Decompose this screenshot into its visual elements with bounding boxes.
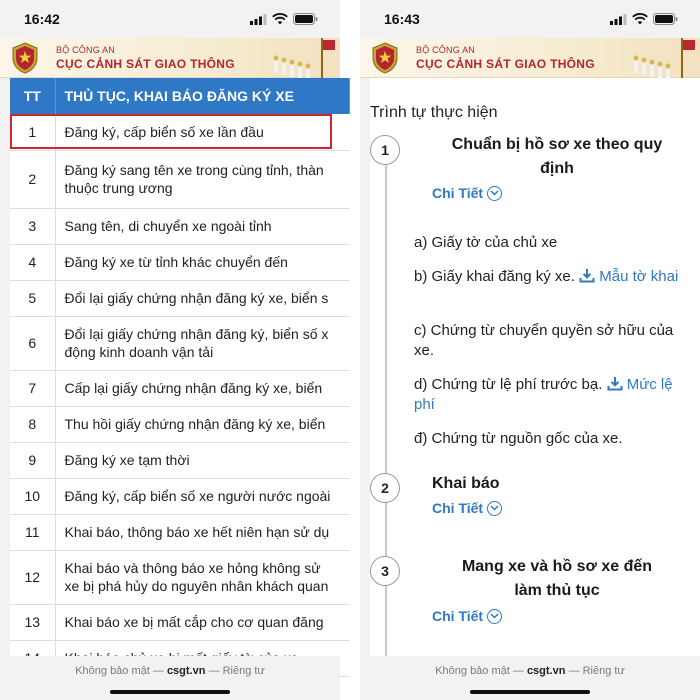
row-procedure-link[interactable]: Đăng ký, cấp biển số xe lần đầu: [55, 114, 350, 150]
step-title-3-line2: làm thủ tục: [514, 582, 600, 599]
police-emblem-icon: [372, 42, 398, 74]
row-text-line1: Khai báo và thông báo xe hỏng không sử: [64, 560, 321, 576]
step-title-2-line1: Khai báo: [432, 475, 500, 492]
table-row[interactable]: [10, 514, 350, 550]
chevron-down-icon: [487, 501, 502, 516]
chevron-down-icon: [487, 609, 502, 624]
table-row[interactable]: [10, 280, 350, 316]
chevron-down-icon: [487, 186, 502, 201]
row-procedure-link[interactable]: [55, 550, 350, 604]
step-title-1-line1: Chuẩn bị hồ sơ xe theo quy: [451, 136, 663, 153]
requirement-item-c: c) Chứng từ chuyển quyền sở hữu của xe.: [414, 322, 674, 359]
procedure-table: [10, 78, 340, 656]
row-procedure-link[interactable]: Đổi lại giấy chứng nhận đăng ký xe, biển s: [55, 280, 350, 316]
table-row[interactable]: [10, 406, 350, 442]
domain-text: csgt.vn: [526, 665, 566, 677]
row-procedure-link[interactable]: Đăng ký xe từ tỉnh khác chuyển đến: [55, 244, 350, 280]
row-number: 5: [10, 280, 55, 316]
right-screen: [360, 0, 700, 700]
row-text-line1: Đăng ký sang tên xe trong cùng tỉnh, thàn: [64, 162, 324, 178]
address-bar[interactable]: [360, 665, 700, 677]
row-procedure-link[interactable]: Đăng ký, cấp biển số xe người nước ngoài: [55, 478, 350, 514]
step-1-detail-toggle[interactable]: [432, 185, 502, 201]
row-number: 9: [10, 442, 55, 478]
parade-decoration-icon: [626, 38, 696, 78]
row-text-line2: xe bị phá hủy do nguyên nhân khách quan: [64, 578, 329, 594]
row-procedure-link[interactable]: Khai báo, thông báo xe hết niên hạn sử dụ: [55, 514, 350, 550]
status-icons: [250, 13, 318, 25]
table-row[interactable]: [10, 550, 350, 604]
row-text-line2: động kinh doanh vận tải: [64, 344, 214, 360]
status-time: 16:43: [384, 11, 420, 27]
procedure-detail: [370, 78, 700, 656]
section-title: Trình tự thực hiện: [370, 104, 498, 121]
row-procedure-link[interactable]: [55, 316, 350, 370]
status-bar: [0, 0, 340, 38]
row-number: 6: [10, 316, 55, 370]
row-text-line1: Đổi lại giấy chứng nhận đăng ký, biển số x: [64, 326, 329, 342]
table-row[interactable]: [10, 150, 350, 208]
table-row[interactable]: [10, 442, 350, 478]
battery-icon: [293, 13, 318, 25]
step-title-2: [432, 472, 500, 496]
org-name-line1: BỘ CÔNG AN: [56, 45, 116, 55]
row-text-line2: thuộc trung ương: [64, 180, 173, 196]
step-title-1-line2: định: [540, 160, 574, 177]
detail-label: Chi Tiết: [432, 608, 484, 624]
fee-level-link-text: Mức lệ phí: [414, 376, 673, 413]
column-header-procedure: THỦ TỤC, KHAI BÁO ĐĂNG KÝ XE: [55, 78, 350, 114]
org-name-line2: CỤC CẢNH SÁT GIAO THÔNG: [416, 57, 595, 71]
status-bar: [360, 0, 700, 38]
status-time: 16:42: [24, 11, 60, 27]
row-number: 2: [10, 150, 55, 208]
row-number: 10: [10, 478, 55, 514]
row-number: 11: [10, 514, 55, 550]
form-template-link-text: Mẫu tờ khai: [599, 268, 679, 285]
org-name-line2: CỤC CẢNH SÁT GIAO THÔNG: [56, 57, 235, 71]
requirement-item-b-text: b) Giấy khai đăng ký xe.: [414, 268, 575, 285]
row-number: 4: [10, 244, 55, 280]
table-row[interactable]: [10, 316, 350, 370]
step-3-detail-toggle[interactable]: [432, 608, 502, 624]
domain-text: csgt.vn: [166, 665, 206, 677]
row-procedure-link[interactable]: Đăng ký xe tạm thời: [55, 442, 350, 478]
row-number: 1: [10, 114, 55, 150]
status-icons: [610, 13, 678, 25]
step-title-1: [420, 133, 694, 181]
row-procedure-link[interactable]: Thu hồi giấy chứng nhận đăng ký xe, biển: [55, 406, 350, 442]
table-row[interactable]: [10, 604, 350, 640]
table-row[interactable]: [10, 244, 350, 280]
step-number-3: 3: [370, 556, 400, 586]
parade-decoration-icon: [266, 38, 336, 78]
site-banner[interactable]: [0, 38, 340, 78]
row-procedure-link[interactable]: Cấp lại giấy chứng nhận đăng ký xe, biển: [55, 370, 350, 406]
row-number: 13: [10, 604, 55, 640]
requirement-item-d-text: d) Chứng từ lệ phí trước bạ.: [414, 376, 603, 393]
step-title-3-line1: Mang xe và hồ sơ xe đến: [461, 558, 653, 575]
table-row[interactable]: [10, 208, 350, 244]
row-number: 3: [10, 208, 55, 244]
step-title-3: [420, 555, 694, 603]
security-status-text: Không bảo mật —: [75, 665, 164, 677]
table-row[interactable]: [10, 114, 350, 150]
table-row[interactable]: [10, 478, 350, 514]
privacy-text: — Riêng tư: [208, 665, 265, 677]
row-number: 12: [10, 550, 55, 604]
org-name-line1: BỘ CÔNG AN: [416, 45, 476, 55]
column-header-tt: TT: [10, 78, 55, 114]
police-emblem-icon: [12, 42, 38, 74]
row-procedure-link[interactable]: Khai báo xe bị mất cắp cho cơ quan đăng: [55, 604, 350, 640]
form-template-link[interactable]: [579, 268, 678, 285]
wifi-icon: [272, 13, 288, 25]
requirement-item-e: đ) Chứng từ nguồn gốc của xe.: [414, 430, 623, 447]
step-2-detail-toggle[interactable]: [432, 500, 502, 516]
row-procedure-link[interactable]: Sang tên, di chuyển xe ngoài tỉnh: [55, 208, 350, 244]
home-indicator[interactable]: [110, 690, 230, 694]
step-number-1: 1: [370, 135, 400, 165]
requirement-item-d: [414, 375, 694, 415]
requirement-item-a: a) Giấy tờ của chủ xe: [414, 234, 558, 251]
site-banner[interactable]: [360, 38, 700, 78]
row-number: 7: [10, 370, 55, 406]
table-header-row: [10, 78, 350, 114]
row-number: 8: [10, 406, 55, 442]
privacy-text: — Riêng tư: [568, 665, 625, 677]
browser-bottom-bar: [0, 656, 340, 700]
security-status-text: Không bảo mật —: [435, 665, 524, 677]
browser-bottom-bar: [360, 656, 700, 700]
download-icon: [579, 268, 595, 283]
detail-label: Chi Tiết: [432, 500, 484, 516]
battery-icon: [653, 13, 678, 25]
address-bar[interactable]: [0, 665, 340, 677]
left-screen: [0, 0, 340, 700]
detail-label: Chi Tiết: [432, 185, 484, 201]
home-indicator[interactable]: [470, 690, 590, 694]
requirement-item-b: [414, 267, 694, 287]
signal-icon: [250, 14, 267, 25]
wifi-icon: [632, 13, 648, 25]
table-row[interactable]: [10, 370, 350, 406]
row-procedure-link[interactable]: [55, 150, 350, 208]
step-number-2: 2: [370, 473, 400, 503]
signal-icon: [610, 14, 627, 25]
download-icon: [607, 376, 623, 391]
